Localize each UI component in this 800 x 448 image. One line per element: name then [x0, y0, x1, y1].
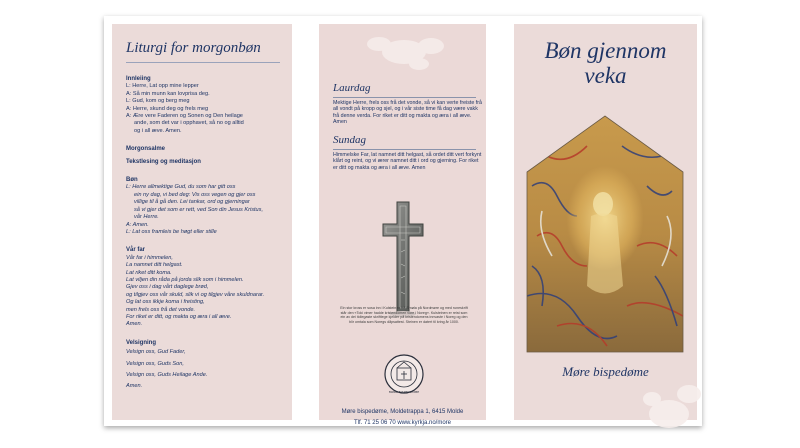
prayer-line: Gjev oss i dag vårt daglege brød, [126, 284, 209, 291]
prayer-line: Lat viljen din råda på jorda slik som i himmelen. [126, 276, 244, 283]
varfar-heading: Vår far [126, 247, 146, 254]
velsigning-heading: Velsigning [126, 339, 157, 346]
diocese-seal-logo [383, 353, 425, 395]
title-divider [126, 62, 280, 63]
bon-heading: Bøn [126, 177, 138, 184]
cover-title-line1: Bøn gjennom [544, 38, 667, 63]
liturgy-line: vår Herre. [134, 214, 159, 221]
morgonsalme-heading: Morgonsalme [126, 146, 166, 153]
laurdag-divider [333, 97, 476, 98]
liturgy-line: L: Gud, kom og berg meg [126, 98, 190, 105]
liturgy-line: ein ny dag, vi bed deg: Vis oss vegen og gjer oss [134, 191, 256, 198]
prayer-line: Lat riket ditt koma. [126, 269, 172, 276]
floral-ornament-icon [359, 34, 449, 74]
liturgy-line: ande, som det var i opphavet, så no og alltid [134, 120, 244, 127]
prayer-line: La namnet ditt helgast. [126, 262, 183, 269]
cross-caption: Ein stor kross er sosa inn i Kulsteinen frå Smøla på Nordmøre og med runeskrift står den «Toki vimer hadde kristendomen vore i Noreg». Kulsteinen er reist som ein av dei tidlegaste skriftlege kjelder på kristendomens innvaste i Noreg og den blir omtala som Noregs dåpsattest. Steinen er datert til kring år 1000. [340, 306, 468, 324]
seal-text: MØRE BISPEDØMME [388, 390, 420, 394]
laurdag-title: Laurdag [333, 82, 371, 94]
blessing-line: Velsign oss, Guds Son, [126, 360, 184, 367]
footer-contact: Tlf. 71 25 06 70 www.kyrkja.no/more [353, 420, 452, 426]
innleiing-heading: Innleiing [126, 76, 151, 82]
sundag-divider [333, 149, 476, 150]
cover-panel [514, 24, 697, 420]
cover-title [514, 38, 697, 88]
blessing-line: Velsign oss, Gud Fader, [126, 349, 186, 356]
prayer-line: men frels oss frå det vonde. [126, 306, 196, 313]
liturgy-line: og i all æve. Amen. [134, 127, 182, 134]
liturgy-line: L: Herre allmektige Gud, du som har gitt oss [126, 184, 236, 191]
weekend-panel [319, 24, 486, 426]
cover-painting [527, 116, 683, 352]
laurdag-prayer: Mektige Herre, frels oss frå det vonde, så vi kan verte freiste frå all vondt på kropp og sjel, og i vår siste time få dag være vakk frå denne verda. For riket er ditt og makta og æra i all æve. Amen [333, 100, 482, 126]
prayer-line: Og lat oss ikkje koma i freisting, [126, 299, 205, 306]
cover-diocese-name: Møre bispedøme [562, 364, 649, 379]
prayer-line: Vår far i himmelen, [126, 254, 173, 261]
stone-cross-image [381, 200, 425, 318]
liturgy-body [126, 71, 286, 391]
liturgy-line: villige til å gå den. Lei tankar, ord og gjerningar [134, 199, 250, 206]
liturgy-line: så vi gjer det som er rett, ved Son din Jesus Kristus, [134, 206, 264, 213]
brochure-sheet [104, 16, 702, 426]
liturgy-line: A: Amen. [126, 221, 149, 228]
liturgy-line: L: Herre, Lat opp mine lepper [126, 83, 199, 90]
cover-title-line2: veka [584, 63, 627, 88]
tekstlesing-heading: Tekstlesing og meditasjon [126, 158, 201, 165]
floral-ornament-icon [634, 374, 704, 434]
liturgy-panel [112, 24, 292, 420]
blessing-line: Amen. [126, 383, 143, 390]
liturgy-line: A: Så min munn kan lovprisa deg. [126, 90, 210, 97]
liturgy-title: Liturgi for morgonbøn [126, 40, 261, 56]
footer-address: Møre bispedøme, Moldetrappa 1, 6415 Molde [341, 409, 464, 415]
prayer-line: For riket er ditt, og makta og æra i all æve. [126, 313, 232, 320]
blessing-line: Velsign oss, Guds Heilage Ande. [126, 372, 208, 378]
prayer-line: og tilgjev oss vår skuld, slik vi og tilgjev våre skuldnarar. [126, 291, 265, 298]
liturgy-line: A: Ære vere Faderen og Sonen og Den heilage [126, 113, 243, 120]
liturgy-line: L: Lat oss framleis be høgt eller stille [126, 228, 217, 235]
liturgy-line: A: Herre, skund deg og frels meg [126, 105, 209, 112]
sundag-prayer: Himmelske Far, lat namnet ditt helgast, så ordet ditt vert forkynt klårt og reint, og vi ærer namnet ditt i ord og gjerning. For riket er ditt og makta og æra i all æve. Amen [333, 152, 482, 171]
prayer-line: Amen. [126, 321, 143, 328]
sundag-title: Sundag [333, 134, 366, 146]
